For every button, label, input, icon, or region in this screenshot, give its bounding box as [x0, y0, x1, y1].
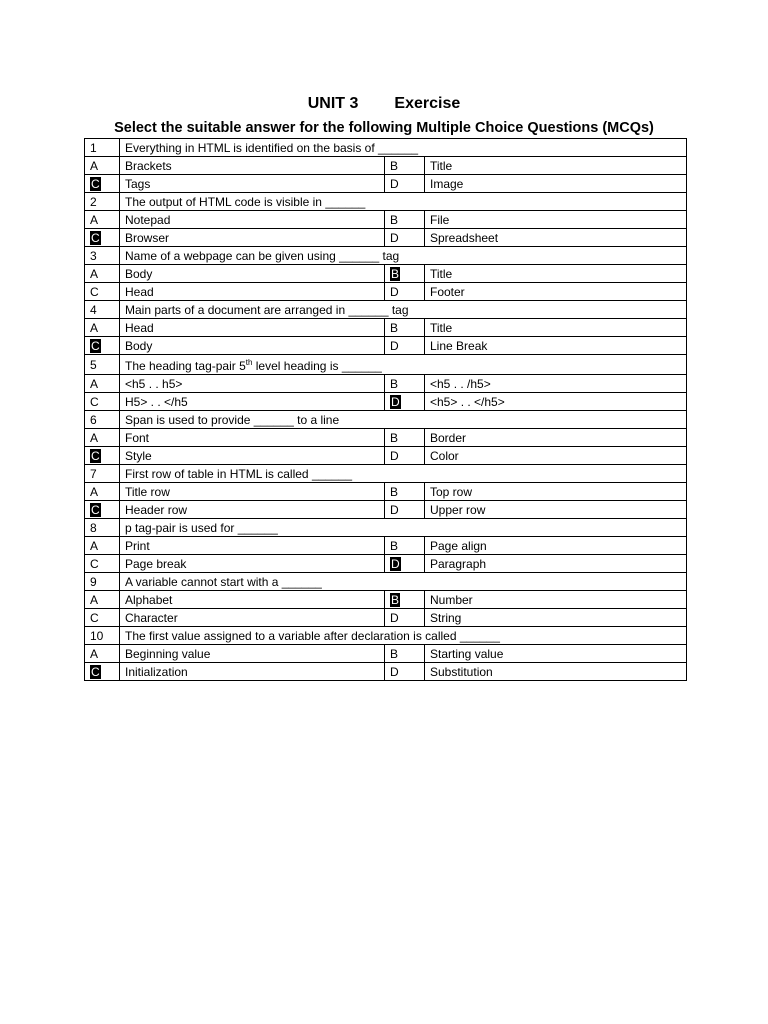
option-letter-text: A: [90, 266, 99, 281]
option-letter-text: C: [90, 394, 99, 409]
option-letter-text: C: [90, 284, 99, 299]
question-number: 2: [85, 193, 120, 211]
question-text-rest: level heading is ______: [252, 359, 382, 373]
question-text-main: The heading tag-pair 5: [125, 359, 246, 373]
option-row: [85, 157, 687, 175]
option-letter-text: D: [390, 284, 399, 299]
option-row: [85, 609, 687, 627]
option-text: <h5 . . h5>: [120, 375, 385, 393]
answer-highlight: C: [91, 664, 100, 679]
option-letter-text: D: [390, 230, 399, 245]
question-number: 6: [85, 411, 120, 429]
option-text: Print: [120, 537, 385, 555]
option-row: [85, 591, 687, 609]
option-text: Image: [425, 175, 687, 193]
question-row: [85, 465, 687, 483]
option-letter: [385, 393, 425, 411]
option-row: [85, 447, 687, 465]
option-text: File: [425, 211, 687, 229]
option-letter: [385, 447, 425, 465]
question-text: [120, 573, 687, 591]
option-letter: [385, 175, 425, 193]
option-letter-text: B: [390, 646, 399, 661]
option-letter-text: B: [390, 538, 399, 553]
option-text: Title: [425, 157, 687, 175]
option-letter: [385, 229, 425, 247]
option-letter-text: B: [390, 320, 399, 335]
question-number: 7: [85, 465, 120, 483]
option-letter: [85, 175, 120, 193]
question-row: [85, 247, 687, 265]
question-row: [85, 193, 687, 211]
option-text: Beginning value: [120, 645, 385, 663]
question-text: [120, 193, 687, 211]
question-text-main: Name of a webpage can be given using ______ tag: [125, 248, 400, 263]
option-letter: [85, 157, 120, 175]
option-letter: [85, 501, 120, 519]
question-number: 9: [85, 573, 120, 591]
option-letter-text: C: [90, 610, 99, 625]
question-text-main: The output of HTML code is visible in ______: [125, 194, 366, 209]
question-text: [120, 139, 687, 157]
option-letter: [385, 501, 425, 519]
option-letter: [85, 265, 120, 283]
answer-highlight: C: [91, 338, 100, 353]
option-text: <h5 . . /h5>: [425, 375, 687, 393]
option-letter: [85, 211, 120, 229]
option-text: Initialization: [120, 663, 385, 681]
instruction-text: Select the suitable answer for the following Multiple Choice Questions (MCQs): [114, 120, 654, 136]
page-title: [0, 94, 768, 114]
option-text: Brackets: [120, 157, 385, 175]
question-text: [120, 411, 687, 429]
option-letter: [385, 663, 425, 681]
option-letter: [385, 157, 425, 175]
mcq-table-body: [85, 139, 687, 681]
question-text: [120, 301, 687, 319]
option-letter: [85, 591, 120, 609]
option-row: [85, 537, 687, 555]
option-row: [85, 283, 687, 301]
option-letter: [85, 319, 120, 337]
question-row: [85, 519, 687, 537]
option-letter-text: B: [390, 212, 399, 227]
option-text: Tags: [120, 175, 385, 193]
option-letter: [385, 265, 425, 283]
option-letter-text: D: [390, 338, 399, 353]
answer-highlight: B: [391, 266, 400, 281]
option-letter-text: A: [90, 484, 99, 499]
option-letter-text: A: [90, 320, 99, 335]
option-letter-text: D: [390, 176, 399, 191]
question-number: 10: [85, 627, 120, 645]
option-letter: [85, 337, 120, 355]
option-row: [85, 175, 687, 193]
question-row: [85, 627, 687, 645]
question-number: 1: [85, 139, 120, 157]
option-letter: [85, 375, 120, 393]
option-row: [85, 393, 687, 411]
option-row: [85, 501, 687, 519]
option-text: Title row: [120, 483, 385, 501]
answer-highlight: C: [91, 176, 100, 191]
option-text: Line Break: [425, 337, 687, 355]
option-letter: [85, 537, 120, 555]
question-text: [120, 247, 687, 265]
answer-highlight: D: [391, 556, 400, 571]
option-text: Spreadsheet: [425, 229, 687, 247]
option-text: Browser: [120, 229, 385, 247]
option-letter-text: D: [390, 664, 399, 679]
option-letter: [85, 555, 120, 573]
question-text: [120, 627, 687, 645]
option-row: [85, 265, 687, 283]
answer-highlight: C: [91, 448, 100, 463]
option-letter: [85, 609, 120, 627]
option-letter-text: A: [90, 376, 99, 391]
option-text: Body: [120, 337, 385, 355]
question-text-main: First row of table in HTML is called ______: [125, 466, 352, 481]
question-text-main: Main parts of a document are arranged in ______ tag: [125, 302, 409, 317]
option-text: Alphabet: [120, 591, 385, 609]
option-letter: [385, 591, 425, 609]
question-text: [120, 519, 687, 537]
option-text: <h5> . . </h5>: [425, 393, 687, 411]
option-text: Body: [120, 265, 385, 283]
option-letter-text: A: [90, 158, 99, 173]
option-letter: [85, 429, 120, 447]
question-text-main: Span is used to provide ______ to a line: [125, 412, 340, 427]
option-text: Border: [425, 429, 687, 447]
option-letter: [85, 283, 120, 301]
option-text: H5> . . </h5: [120, 393, 385, 411]
option-text: Top row: [425, 483, 687, 501]
answer-highlight: D: [391, 394, 400, 409]
question-text: [120, 355, 687, 375]
option-row: [85, 663, 687, 681]
option-text: Upper row: [425, 501, 687, 519]
option-row: [85, 229, 687, 247]
option-letter: [385, 375, 425, 393]
answer-highlight: C: [91, 230, 100, 245]
option-row: [85, 645, 687, 663]
option-letter: [385, 211, 425, 229]
option-letter: [385, 483, 425, 501]
exercise-label: Exercise: [394, 95, 461, 112]
question-number: 4: [85, 301, 120, 319]
option-letter: [385, 537, 425, 555]
option-letter: [385, 645, 425, 663]
option-row: [85, 483, 687, 501]
option-text: Number: [425, 591, 687, 609]
question-text-main: p tag-pair is used for ______: [125, 520, 278, 535]
option-row: [85, 211, 687, 229]
option-letter-text: B: [390, 376, 399, 391]
option-letter: [85, 483, 120, 501]
question-row: [85, 301, 687, 319]
question-text: [120, 465, 687, 483]
option-row: [85, 429, 687, 447]
option-letter: [385, 319, 425, 337]
question-number: 5: [85, 355, 120, 375]
mcq-table: [84, 138, 687, 681]
option-letter: [385, 555, 425, 573]
option-letter: [385, 609, 425, 627]
option-letter: [85, 447, 120, 465]
option-letter-text: C: [90, 556, 99, 571]
option-row: [85, 555, 687, 573]
question-row: [85, 411, 687, 429]
question-text-main: A variable cannot start with a ______: [125, 574, 322, 589]
option-letter-text: A: [90, 430, 99, 445]
option-row: [85, 319, 687, 337]
option-text: Head: [120, 283, 385, 301]
option-text: Character: [120, 609, 385, 627]
option-letter-text: A: [90, 592, 99, 607]
option-letter-text: B: [390, 484, 399, 499]
option-letter: [385, 429, 425, 447]
option-letter: [85, 645, 120, 663]
option-text: String: [425, 609, 687, 627]
option-letter: [85, 229, 120, 247]
option-text: Title: [425, 319, 687, 337]
option-text: Notepad: [120, 211, 385, 229]
option-text: Paragraph: [425, 555, 687, 573]
option-text: Starting value: [425, 645, 687, 663]
question-row: [85, 355, 687, 375]
option-text: Page break: [120, 555, 385, 573]
option-letter-text: A: [90, 212, 99, 227]
option-text: Footer: [425, 283, 687, 301]
option-text: Font: [120, 429, 385, 447]
option-letter-text: D: [390, 610, 399, 625]
option-letter: [385, 283, 425, 301]
unit-label: UNIT 3: [307, 95, 359, 112]
option-text: Substitution: [425, 663, 687, 681]
option-letter-text: D: [390, 448, 399, 463]
question-text-main: The first value assigned to a variable after declaration is called ______: [125, 628, 500, 643]
option-text: Color: [425, 447, 687, 465]
option-letter: [85, 393, 120, 411]
option-letter-text: A: [90, 646, 99, 661]
option-row: [85, 337, 687, 355]
option-letter-text: A: [90, 538, 99, 553]
option-letter-text: D: [390, 502, 399, 517]
question-number: 3: [85, 247, 120, 265]
option-row: [85, 375, 687, 393]
option-letter: [385, 337, 425, 355]
option-text: Style: [120, 447, 385, 465]
option-letter-text: B: [390, 430, 399, 445]
option-text: Head: [120, 319, 385, 337]
question-text-superscript: th: [245, 358, 253, 367]
answer-highlight: C: [91, 502, 100, 517]
option-text: Header row: [120, 501, 385, 519]
option-text: Page align: [425, 537, 687, 555]
question-number: 8: [85, 519, 120, 537]
question-text-main: Everything in HTML is identified on the basis of ______: [125, 140, 419, 155]
option-letter-text: B: [390, 158, 399, 173]
option-text: Title: [425, 265, 687, 283]
option-letter: [85, 663, 120, 681]
answer-highlight: B: [391, 592, 400, 607]
question-row: [85, 139, 687, 157]
question-row: [85, 573, 687, 591]
